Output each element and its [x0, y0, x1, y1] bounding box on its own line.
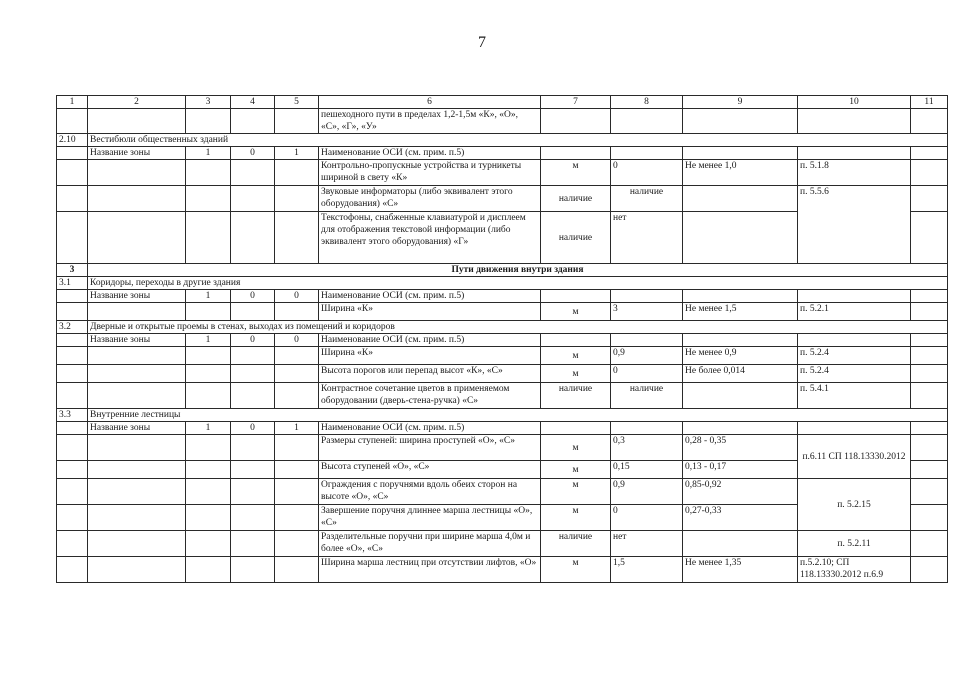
reference-cell: п.5.2.10; СП 118.13330.2012 п.6.9 — [798, 557, 911, 583]
section-title: Внутренние лестницы — [88, 409, 948, 422]
reference-cell: п. 5.2.1 — [798, 303, 911, 321]
table-row — [57, 365, 948, 383]
zone-name: Название зоны — [88, 334, 186, 347]
unit-cell: наличие — [541, 383, 611, 409]
criterion-cell: Ограждения с поручнями вдоль обеих сторон на высоте «О», «С» — [319, 479, 541, 505]
value-cell: нет — [611, 531, 683, 557]
table-row — [57, 160, 948, 186]
header-cell: 8 — [611, 96, 683, 109]
value-cell: 0,9 — [611, 479, 683, 505]
unit-cell: м — [541, 479, 611, 505]
section-number: 3.2 — [57, 321, 88, 334]
table-row — [57, 435, 948, 461]
section-number: 2.10 — [57, 134, 88, 147]
header-cell: 5 — [275, 96, 319, 109]
unit-cell: м — [541, 365, 611, 383]
zone-c3: 1 — [186, 334, 231, 347]
reference-cell: п. 5.4.1 — [798, 383, 911, 409]
section-title: Пути движения внутри здания — [88, 264, 948, 277]
accessibility-table — [56, 95, 948, 583]
reference-cell: п. 5.2.4 — [798, 365, 911, 383]
header-cell: 6 — [319, 96, 541, 109]
unit-cell: м — [541, 461, 611, 479]
zone-name: Название зоны — [88, 290, 186, 303]
value-cell: наличие — [611, 383, 683, 409]
criterion-cell: Ширина марша лестниц при отсутствии лифтов, «О» — [319, 557, 541, 583]
zone-c5: 0 — [275, 334, 319, 347]
norm-cell: Не менее 1,0 — [683, 160, 798, 186]
zone-c5: 1 — [275, 147, 319, 160]
table-row — [57, 109, 948, 134]
section-row — [57, 277, 948, 290]
header-cell: 9 — [683, 96, 798, 109]
zone-c3: 1 — [186, 290, 231, 303]
criterion-cell: Звуковые информаторы (либо эквивалент этого оборудования) «С» — [319, 186, 541, 212]
header-cell: 1 — [57, 96, 88, 109]
reference-cell: п. 5.2.4 — [798, 347, 911, 365]
unit-cell: наличие — [541, 531, 611, 557]
zone-c5: 1 — [275, 422, 319, 435]
zone-c4: 0 — [231, 147, 275, 160]
zone-osi: Наименование ОСИ (см. прим. п.5) — [319, 334, 541, 347]
value-cell: 0 — [611, 160, 683, 186]
section-number: 3 — [57, 264, 88, 277]
section-title: Коридоры, переходы в другие здания — [88, 277, 948, 290]
criterion-cell: Контрастное сочетание цветов в применяемом оборудовании (дверь-стена-ручка) «С» — [319, 383, 541, 409]
section-row — [57, 134, 948, 147]
header-cell: 3 — [186, 96, 231, 109]
criterion-cell: Текстофоны, снабженные клавиатурой и дисплеем для отображения текстовой информации (либо эквивалент этого оборудования) «Г» — [319, 212, 541, 264]
section-title: Дверные и открытые проемы в стенах, выходах из помещений и коридоров — [88, 321, 948, 334]
reference-cell: п. 5.2.11 — [798, 531, 911, 557]
zone-row — [57, 334, 948, 347]
header-cell: 10 — [798, 96, 911, 109]
value-cell: 0,9 — [611, 347, 683, 365]
zone-name: Название зоны — [88, 147, 186, 160]
zone-osi: Наименование ОСИ (см. прим. п.5) — [319, 290, 541, 303]
reference-cell: п. 5.1.8 — [798, 160, 911, 186]
norm-cell: 0,27-0,33 — [683, 505, 798, 531]
zone-row — [57, 147, 948, 160]
section-number: 3.3 — [57, 409, 88, 422]
norm-cell: 0,85-0,92 — [683, 479, 798, 505]
zone-c3: 1 — [186, 422, 231, 435]
table-row — [57, 186, 948, 212]
criterion-cell: Разделительные поручни при ширине марша 4,0м и более «О», «С» — [319, 531, 541, 557]
table-row — [57, 303, 948, 321]
criterion-cell: пешеходного пути в пределах 1,2-1,5м «К», «О», «С», «Г», «У» — [319, 109, 541, 134]
value-cell: 0,3 — [611, 435, 683, 461]
criterion-cell: Высота ступеней «О», «С» — [319, 461, 541, 479]
zone-row — [57, 290, 948, 303]
criterion-cell: Высота порогов или перепад высот «К», «С» — [319, 365, 541, 383]
norm-cell: Не менее 0,9 — [683, 347, 798, 365]
value-cell: 0 — [611, 365, 683, 383]
table-row — [57, 479, 948, 505]
zone-name: Название зоны — [88, 422, 186, 435]
unit-cell: м — [541, 347, 611, 365]
table-row — [57, 347, 948, 365]
reference-cell: п. 5.2.15 — [798, 479, 911, 531]
zone-row — [57, 422, 948, 435]
unit-cell: м — [541, 160, 611, 186]
table-row — [57, 531, 948, 557]
criterion-cell: Ширина «К» — [319, 347, 541, 365]
criterion-cell: Размеры ступеней: ширина проступей «О», «С» — [319, 435, 541, 461]
table-row — [57, 383, 948, 409]
section-row — [57, 264, 948, 277]
zone-osi: Наименование ОСИ (см. прим. п.5) — [319, 422, 541, 435]
unit-cell: наличие — [541, 212, 611, 264]
norm-cell: Не менее 1,35 — [683, 557, 798, 583]
table-row — [57, 557, 948, 583]
zone-c4: 0 — [231, 422, 275, 435]
zone-c5: 0 — [275, 290, 319, 303]
zone-c4: 0 — [231, 290, 275, 303]
section-row — [57, 409, 948, 422]
value-cell: 0,15 — [611, 461, 683, 479]
section-number: 3.1 — [57, 277, 88, 290]
table-header-row — [57, 96, 948, 109]
header-cell: 11 — [911, 96, 948, 109]
reference-cell: п. 5.5.6 — [798, 186, 911, 264]
section-title: Вестибюли общественных зданий — [88, 134, 948, 147]
header-cell: 2 — [88, 96, 186, 109]
value-cell: наличие — [611, 186, 683, 212]
value-cell: 3 — [611, 303, 683, 321]
value-cell: 1,5 — [611, 557, 683, 583]
norm-cell: Не более 0,014 — [683, 365, 798, 383]
criterion-cell: Ширина «К» — [319, 303, 541, 321]
zone-osi: Наименование ОСИ (см. прим. п.5) — [319, 147, 541, 160]
unit-cell: м — [541, 435, 611, 461]
value-cell: нет — [611, 212, 683, 264]
zone-c3: 1 — [186, 147, 231, 160]
norm-cell: Не менее 1,5 — [683, 303, 798, 321]
norm-cell: 0,28 - 0,35 — [683, 435, 798, 461]
header-cell: 4 — [231, 96, 275, 109]
unit-cell: м — [541, 303, 611, 321]
criterion-cell: Контрольно-пропускные устройства и турникеты шириной в свету «К» — [319, 160, 541, 186]
page-number: 7 — [478, 34, 486, 51]
zone-c4: 0 — [231, 334, 275, 347]
section-row — [57, 321, 948, 334]
value-cell: 0 — [611, 505, 683, 531]
reference-cell: п.6.11 СП 118.13330.2012 — [798, 435, 911, 479]
unit-cell: м — [541, 505, 611, 531]
header-cell: 7 — [541, 96, 611, 109]
unit-cell: м — [541, 557, 611, 583]
criterion-cell: Завершение поручня длиннее марша лестницы «О», «С» — [319, 505, 541, 531]
unit-cell: наличие — [541, 186, 611, 212]
norm-cell: 0,13 - 0,17 — [683, 461, 798, 479]
